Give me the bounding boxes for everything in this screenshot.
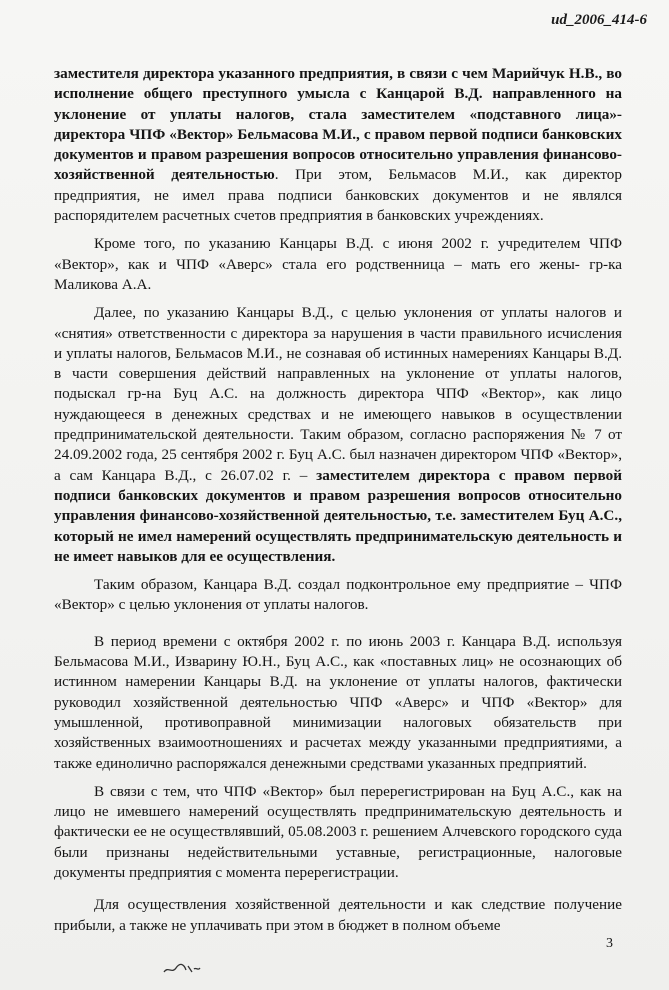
page-number: 3 xyxy=(606,936,613,951)
paragraph: Для осуществления хозяйственной деятельности и как следствие получение прибыли, а также не уплачивать при этом в бюджет в полном объеме xyxy=(54,896,622,934)
paragraph xyxy=(54,303,622,567)
paragraph xyxy=(54,64,622,226)
paragraph: В связи с тем, что ЧПФ «Вектор» был перерегистрирован на Буц А.С., как на лицо не имевшего намерений осуществлять предпринимательскую деятельность и фактически ее не осуществлявший, 05.08.2003 г. решением Алчевского городского суда были признаны недействительными уставные, регистрационные, налоговые документы предприятия с момента перерегистрации. xyxy=(54,782,622,881)
bold-text: заместителя директора указанного предприятия, в связи с чем Марийчук Н.В., во исполнение общего преступного умысла с Канцарой В.Д. направленного на уклонение от уплаты налогов, стала заместителем «подставного лица»- директора ЧПФ «Вектор» Бельмасова М.И., с правом первой подписи банковских документов и правом разрешения вопросов относительно управления финансово-хозяйственной деятельностью xyxy=(54,65,622,184)
regular-text: Далее, по указанию Канцары В.Д., с целью уклонения от уплаты налогов и «снятия» ответственности с директора за нарушения в части правильного исчисления и уплаты налогов, Бельмасов М.И., не сознавая об истинных намерениях Канцары В.Д. в части совершения действий направленных на уклонение от уплаты налогов, подыскал гр-на Буц А.С. на должность директора ЧПФ «Вектор», как лицо нуждающееся в денежных средствах и не имеющего навыков в осуществлении предпринимательской деятельности. Таким образом, согласно распоряжения № 7 от 24.09.2002 года, 25 сентября 2002 г. Буц А.С. был назначен директором ЧПФ «Вектор», а сам Канцара В.Д., с 26.07.02 г. – xyxy=(54,304,622,484)
document-body xyxy=(54,64,622,936)
handwritten-mark xyxy=(162,960,202,978)
bold-text: заместителем директора с правом первой подписи банковских документов и правом разрешения вопросов относительно управления финансово-хозяйственной деятельностью, т.е. заместителем Буц А.С., который не имел намерений осуществлять предпринимательскую деятельность и не имеет навыков для ее осуществления. xyxy=(54,466,622,565)
paragraph: В период времени с октября 2002 г. по июнь 2003 г. Канцара В.Д. используя Бельмасова М.И., Изварину Ю.Н., Буц А.С., как «поставных лиц» не осознающих об истинном намерении Канцары В.Д. на уклонение от уплаты налогов, фактически руководил хозяйственной деятельностью ЧПФ «Аверс» и ЧПФ «Вектор» для умышленной, противоправной минимизации налоговых обязательств при хозяйственных взаимоотношениях и расчетах между указанными предприятиями, а также единолично распоряжался денежными средствами указанных предприятий. xyxy=(54,632,622,772)
document-id: ud_2006_414-6 xyxy=(551,12,647,28)
paragraph: Таким образом, Канцара В.Д. создал подконтрольное ему предприятие – ЧПФ «Вектор» с целью уклонения от уплаты налогов. xyxy=(54,576,622,614)
paragraph: Кроме того, по указанию Канцары В.Д. с июня 2002 г. учредителем ЧПФ «Вектор», как и ЧПФ «Аверс» стала его родственница – мать его жены- гр-ка Маликова А.А. xyxy=(54,235,622,293)
regular-text: . При этом, Бельмасов М.И., как директор предприятия, не имел права подписи банковских документов и не являлся распорядителем расчетных счетов предприятия в банковских учреждениях. xyxy=(54,166,622,225)
